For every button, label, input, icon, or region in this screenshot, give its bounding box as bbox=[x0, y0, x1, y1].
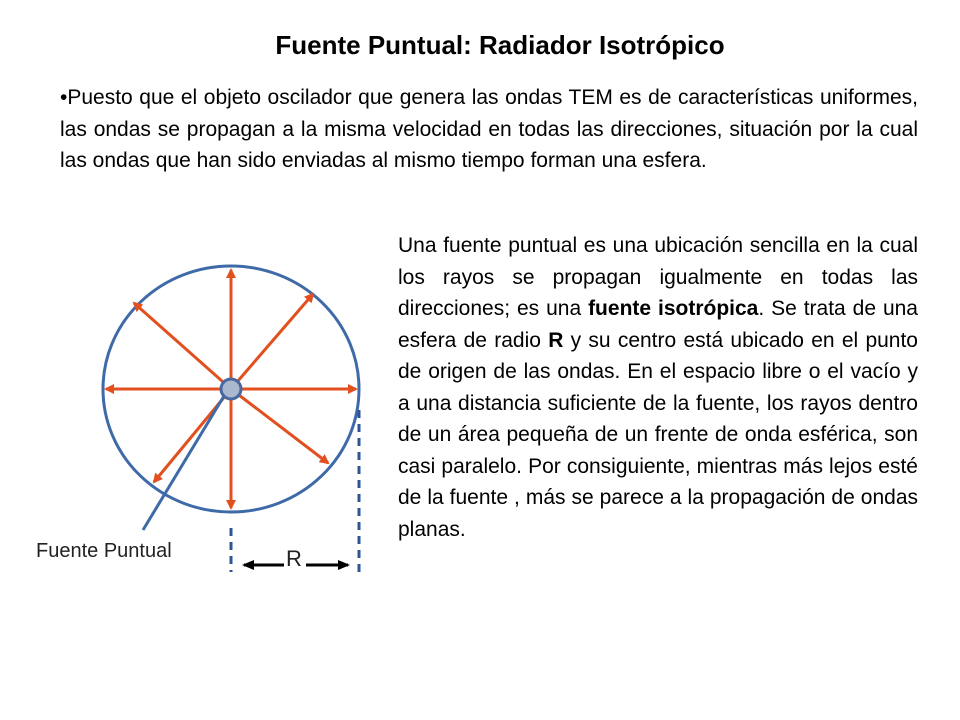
slide-title: Fuente Puntual: Radiador Isotrópico bbox=[275, 30, 725, 60]
paragraph-text-1: Una fuente puntual es una ubicación sencilla en la cual los rayos se propagan igualmente en todas las direcciones; es una bbox=[398, 234, 918, 320]
paragraph-text-3: y su centro está ubicado en el punto de origen de las ondas. En el espacio libre o el vacío y a una distancia suficiente de la fuente, los rayos dentro de un área pequeña de un frente de onda esférica, son casi paralelo. Por consiguiente, mientras más lejos esté de la fuente , más se parece a la propagación de ondas planas. bbox=[398, 328, 918, 541]
ray-down-right bbox=[231, 389, 328, 463]
ray-up-left bbox=[134, 303, 231, 389]
ray-up-right bbox=[231, 294, 313, 389]
paragraph-text-2: . Se trata de una esfera de radio bbox=[398, 297, 918, 352]
intro-bullet: •Puesto que el objeto oscilador que genera las ondas TEM es de características uniformes, las ondas se propagan a la misma velocidad en todas las direcciones, situación por la cual las ondas que han sido enviadas al mismo tiempo forman una esfera. bbox=[60, 86, 918, 172]
radius-label: R bbox=[286, 546, 302, 571]
paragraph-bold-isotropic: fuente isotrópica bbox=[588, 297, 759, 320]
point-source-label: Fuente Puntual bbox=[36, 540, 172, 562]
paragraph-bold-r: R bbox=[548, 328, 564, 352]
